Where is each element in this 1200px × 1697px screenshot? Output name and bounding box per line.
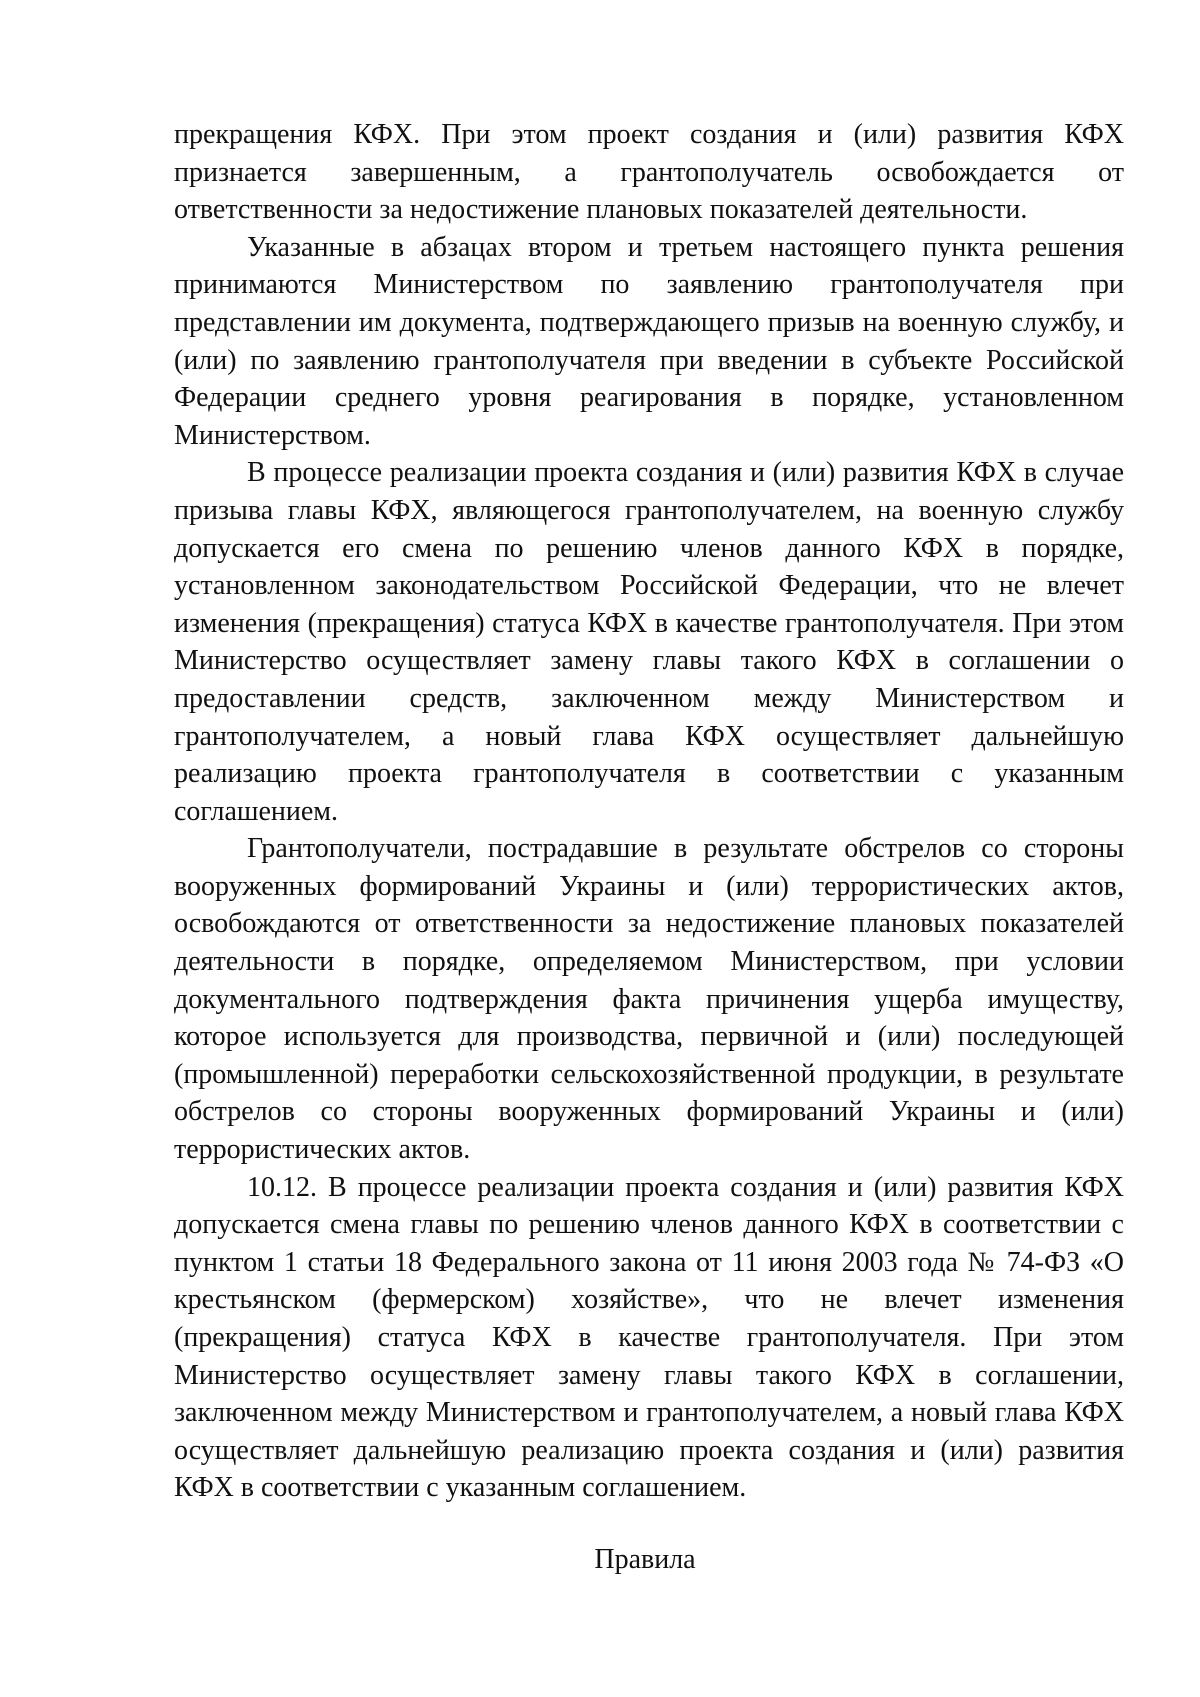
body-text: [174, 116, 1124, 1507]
paragraph-5-clause-10-12: 10.12. В процессе реализации проекта создания и (или) развития КФХ допускается смена главы по решению членов данного КФХ в соответствии с пунктом 1 статьи 18 Федерального закона от 11 июня 2003 года № 74-ФЗ «О крестьянском (фермерском) хозяйстве», что не влечет изменения (прекращения) статуса КФХ в качестве грантополучателя. При этом Министерство осуществляет замену главы такого КФХ в соглашении, заключенном между Министерством и грантополучателем, а новый глава КФХ осуществляет дальнейшую реализацию проекта создания и (или) развития КФХ в соответствии с указанным соглашением.: [174, 1171, 1124, 1504]
paragraph-1: прекращения КФХ. При этом проект создания и (или) развития КФХ признается завершенным, а грантополучатель освобождается от ответственности за недостижение плановых показателей деятельности.: [174, 119, 1124, 226]
paragraph-3: В процессе реализации проекта создания и (или) развития КФХ в случае призыва главы КФХ, являющегося грантополучателем, на военную службу допускается его смена по решению членов данного КФХ в порядке, установленном законодательством Российской Федерации, что не влечет изменения (прекращения) статуса КФХ в качестве грантополучателя. При этом Министерство осуществляет замену главы такого КФХ в соглашении о предоставлении средств, заключенном между Министерством и грантополучателем, а новый глава КФХ осуществляет дальнейшую реализацию проекта грантополучателя в соответствии с указанным соглашением.: [174, 457, 1124, 827]
paragraph-2: Указанные в абзацах втором и третьем настоящего пункта решения принимаются Министерством по заявлению грантополучателя при представлении им документа, подтверждающего призыв на военную службу, и (или) по заявлению грантополучателя при введении в субъекте Российской Федерации среднего уровня реагирования в порядке, установленном Министерством.: [174, 231, 1124, 451]
footer-word-rules: Правила: [594, 1544, 696, 1575]
paragraph-4: Грантополучатели, пострадавшие в результате обстрелов со стороны вооруженных формирований Украины и (или) террористических актов, освобождаются от ответственности за недостижение плановых показателей деятельности в порядке, определяемом Министерством, при условии документального подтверждения факта причинения ущерба имуществу, которое используется для производства, первичной и (или) последующей (промышленной) переработки сельскохозяйственной продукции, в результате обстрелов со стороны вооруженных формирований Украины и (или) террористических актов.: [174, 833, 1124, 1166]
